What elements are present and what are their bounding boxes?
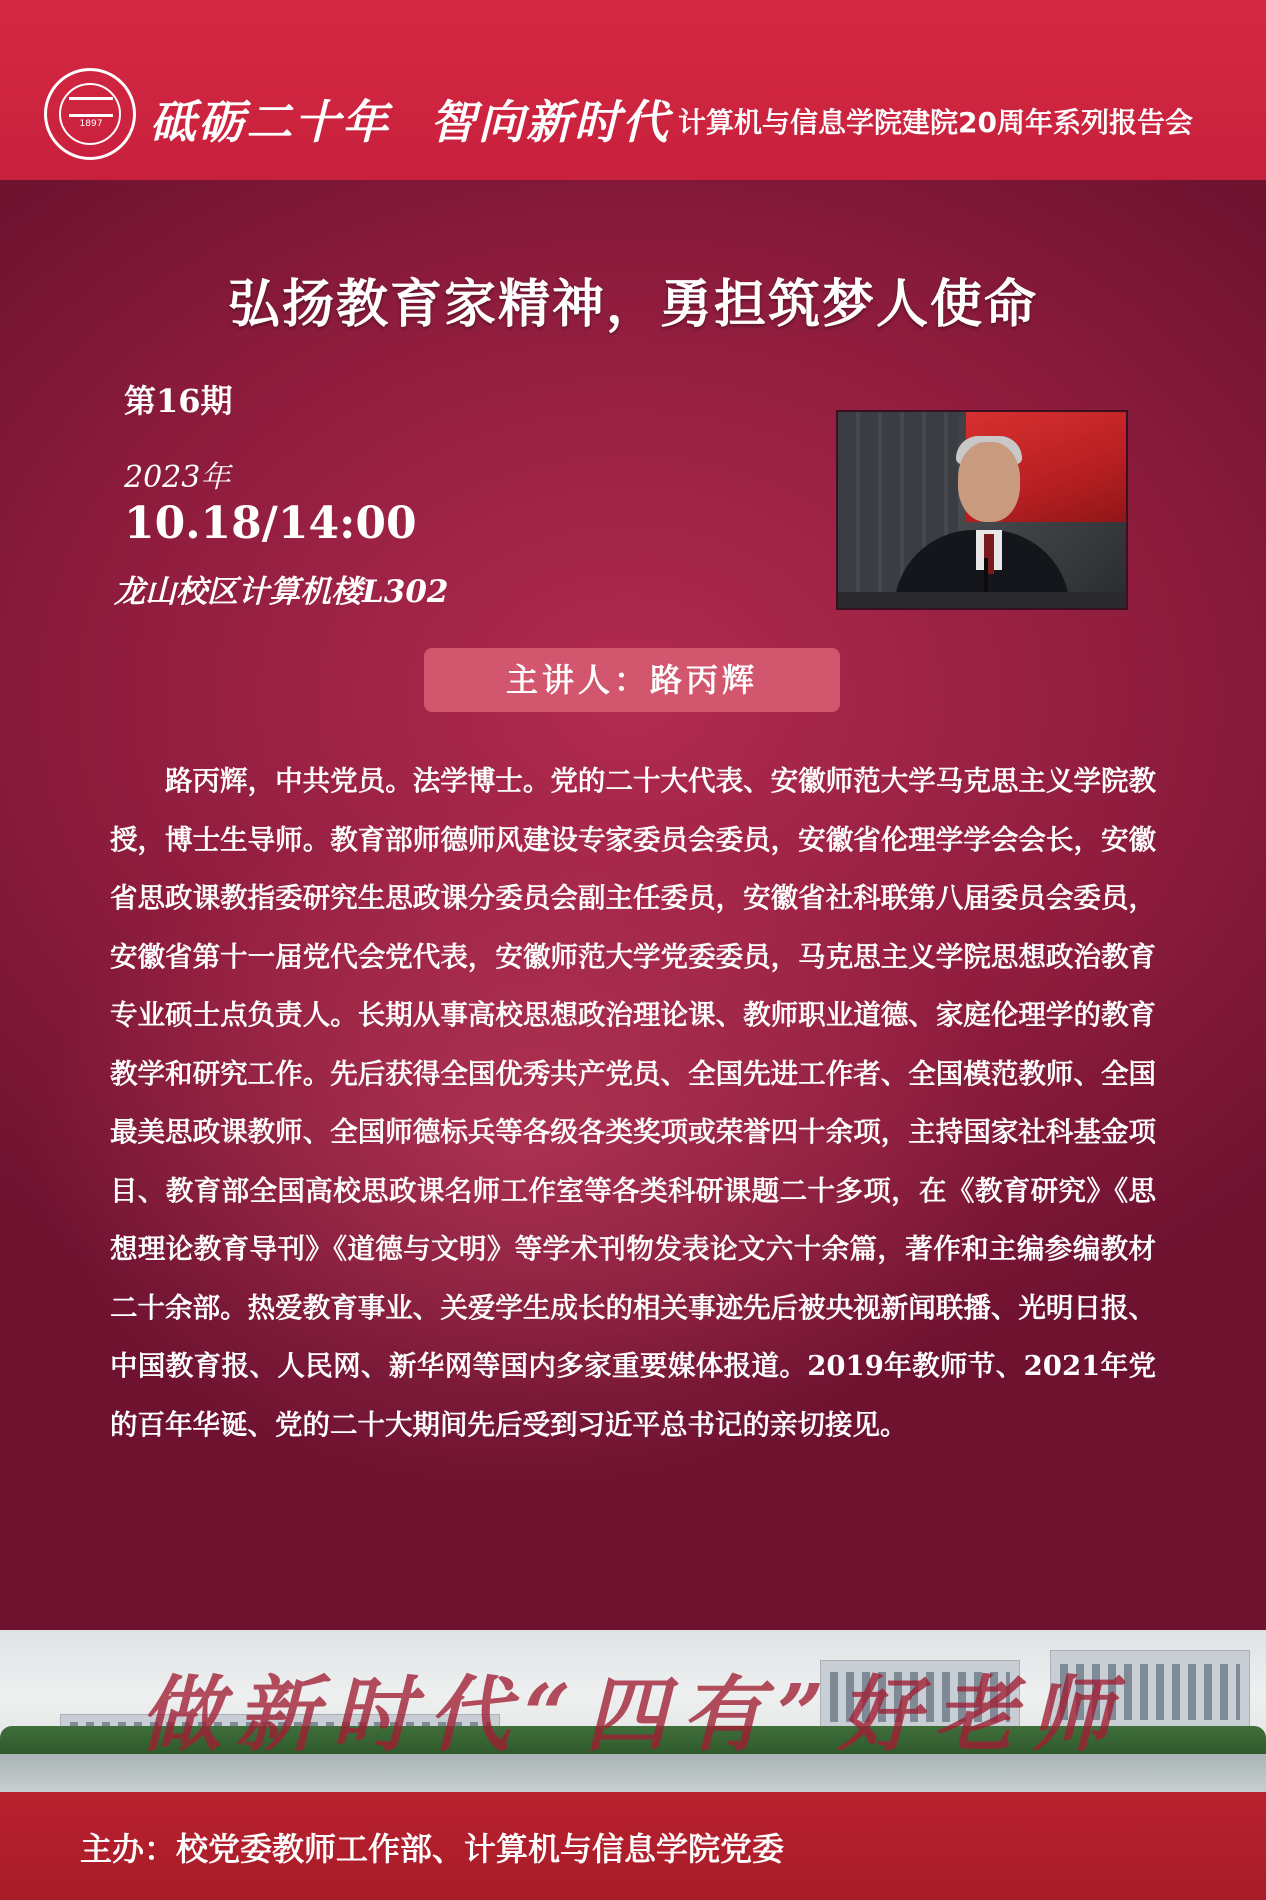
anniversary-slogan [150,86,670,152]
slogan-part-1: 砥砺二十年 [150,95,390,149]
speaker-photo [836,410,1128,610]
issue-number: 第16期 [124,382,233,420]
university-logo-icon [44,68,136,160]
header-banner [0,0,1266,180]
host-organizers: 主办：校党委教师工作部、计算机与信息学院党委 [80,1830,785,1868]
header-subtitle: 计算机与信息学院建院20周年系列报告会 [678,106,1193,139]
footer-banner [0,1792,1266,1900]
event-venue: 龙山校区计算机楼L302 [114,574,449,610]
logo-year: 1897 [79,119,103,129]
slogan-part-2: 智向新时代 [430,95,670,149]
lecture-title: 弘扬教育家精神，勇担筑梦人使命 [227,275,1038,335]
campus-scenery [0,1630,1266,1792]
event-datetime: 10.18/14:00 [124,498,417,549]
speaker-bio: 路丙辉，中共党员。法学博士。党的二十大代表、安徽师范大学马克思主义学院教授，博士生导师。教育部师德师风建设专家委员会委员，安徽省伦理学学会会长，安徽省思政课教指委研究生思政课分委员会副主任委员，安徽省社科联第八届委员会委员，安徽省第十一届党代会党代表，安徽师范大学党委委员，马克思主义学院思想政治教育专业硕士点负责人。长期从事高校思想政治理论课、教师职业道德、家庭伦理学的教育教学和研究工作。先后获得全国优秀共产党员、全国先进工作者、全国模范教师、全国最美思政课教师、全国师德标兵等各级各类奖项或荣誉四十余项，主持国家社科基金项目、教育部全国高校思政课名师工作室等各类科研课题二十多项，在《教育研究》《思想理论教育导刊》《道德与文明》等学术刊物发表论文六十余篇，著作和主编参编教材二十余部。热爱教育事业、关爱学生成长的相关事迹先后被央视新闻联播、光明日报、中国教育报、人民网、新华网等国内多家重要媒体报道。2019年教师节、2021年党的百年华诞、党的二十大期间先后受到习近平总书记的亲切接见。 [110,765,1156,1441]
teacher-motto: 做新时代“四有”好老师 [139,1667,1127,1763]
event-year: 2023年 [124,460,231,495]
speaker-label: 主讲人：路丙辉 [424,648,840,712]
